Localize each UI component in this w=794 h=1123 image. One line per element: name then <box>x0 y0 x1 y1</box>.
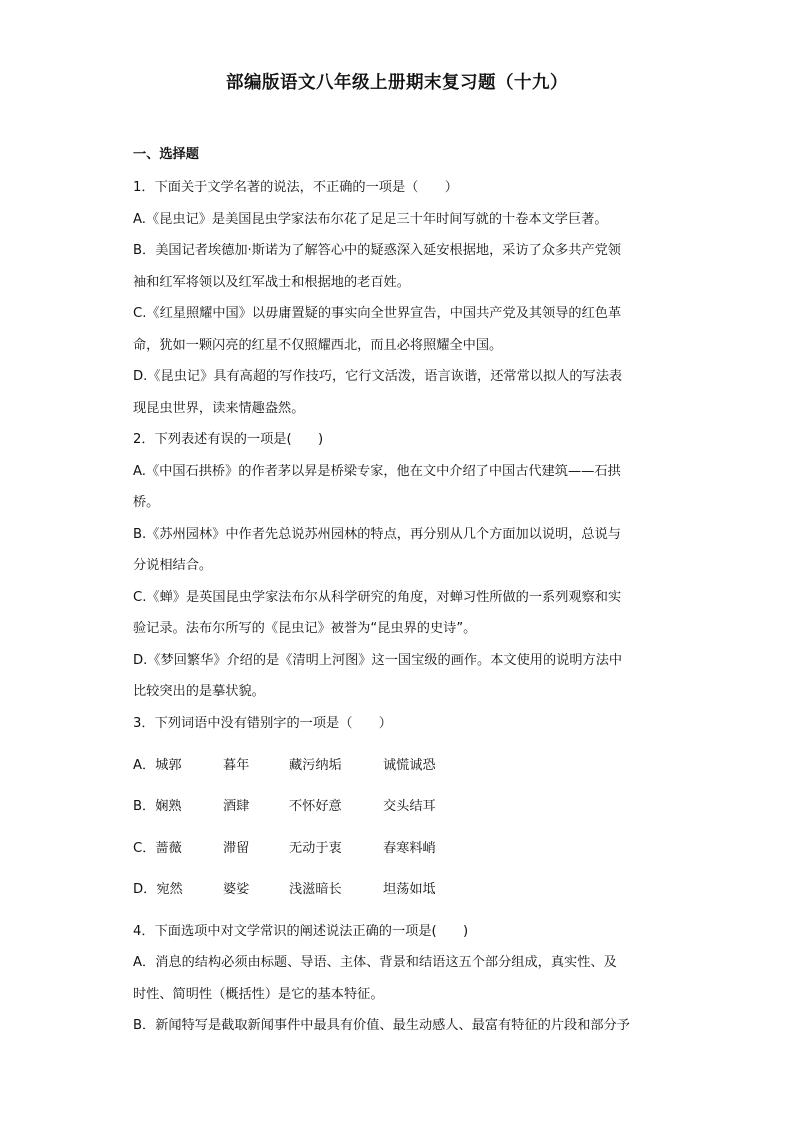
question-1-stem: 1．下面关于文学名著的说法，不正确的一项是（ ） <box>133 180 458 195</box>
question-4-option-a-line1: A．消息的结构必须由标题、导语、主体、背景和结语这五个部分组成，真实性、及 <box>133 955 617 970</box>
option-word: 藏污纳垢 <box>289 757 342 773</box>
question-2-option-d-line1: D.《梦回繁华》介绍的是《清明上河图》这一国宝级的画作。本文使用的说明方法中 <box>133 652 623 668</box>
option-word: 诚慌诚恐 <box>383 757 436 773</box>
question-1-option-b-line2: 袖和红军将领以及红军战士和根据地的老百姓。 <box>133 274 410 290</box>
option-word: 浅滋暗长 <box>289 882 342 897</box>
question-1-option-a: A.《昆虫记》是美国昆虫学家法布尔花了足足三十年时间写就的十卷本文学巨著。 <box>133 211 608 227</box>
question-4-option-b-line1: B．新闻特写是截取新闻事件中最具有价值、最生动感人、最富有特征的片段和部分予 <box>133 1018 630 1033</box>
document-body <box>133 144 661 1047</box>
option-word: 暮年 <box>223 757 250 773</box>
question-1-option-c-line2: 命，犹如一颗闪亮的红星不仅照耀西北，而且必将照耀全中国。 <box>133 337 503 353</box>
question-3-option-row <box>133 755 661 777</box>
question-3-option-row <box>133 838 661 860</box>
option-word: 交头结耳 <box>383 799 436 814</box>
question-3-option-row <box>133 796 661 818</box>
question-4-stem: 4．下面选项中对文学常识的阐述说法正确的一项是( ) <box>133 923 469 939</box>
option-word: 春寒料峭 <box>383 840 436 856</box>
question-2-option-b-line2: 分说相结合。 <box>133 558 213 573</box>
question-3-stem: 3．下列词语中没有错别字的一项是（ ） <box>133 715 392 731</box>
question-4-option-a-line2: 时性、简明性（概括性）是它的基本特征。 <box>133 986 384 1002</box>
question-2-option-b-line1: B.《苏州园林》中作者先总说苏州园林的特点，再分别从几个方面加以说明，总说与 <box>133 526 621 542</box>
question-2-option-a-line1: A.《中国石拱桥》的作者茅以昇是桥梁专家，他在文中介绍了中国古代建筑——石拱 <box>133 463 621 479</box>
option-word: C．蔷薇 <box>133 840 182 856</box>
question-1-option-d-line1: D.《昆虫记》具有高超的写作技巧，它行文活泼，语言诙谐，还常常以拟人的写法表 <box>133 369 623 384</box>
question-2-option-c-line1: C.《蝉》是英国昆虫学家法布尔从科学研究的角度，对蝉习性所做的一系列观察和实 <box>133 589 622 605</box>
section-heading: 一、选择题 <box>133 147 199 162</box>
option-word: 不怀好意 <box>289 799 342 814</box>
question-3-option-row <box>133 879 661 901</box>
question-2-stem: 2．下列表述有误的一项是( ) <box>133 432 324 447</box>
document-title: 部编版语文八年级上册期末复习题（十九） <box>226 73 568 93</box>
question-1-option-c-line1: C.《红星照耀中国》以毋庸置疑的事实向全世界宣告，中国共产党及其领导的红色革 <box>133 306 622 321</box>
option-word: D．宛然 <box>133 882 183 897</box>
option-word: A．城郭 <box>133 757 182 773</box>
option-word: 坦荡如坻 <box>383 882 436 897</box>
option-word: 滞留 <box>223 840 250 856</box>
question-1-option-d-line2: 现昆虫世界，读来情趣盎然。 <box>133 400 305 416</box>
option-word: B．娴熟 <box>133 799 182 814</box>
question-2-option-d-line2: 比较突出的是摹状貌。 <box>133 684 265 699</box>
option-word: 酒肆 <box>223 799 250 814</box>
question-1-option-b-line1: B．美国记者埃德加·斯诺为了解答心中的疑惑深入延安根据地，采访了众多共产党领 <box>133 243 621 258</box>
option-word: 无动于衷 <box>289 840 342 856</box>
question-2-option-c-line2: 验记录。法布尔所写的《昆虫记》被誉为“昆虫界的史诗”。 <box>133 621 477 636</box>
option-word: 婆娑 <box>223 882 250 897</box>
question-2-option-a-line2: 桥。 <box>133 495 160 510</box>
